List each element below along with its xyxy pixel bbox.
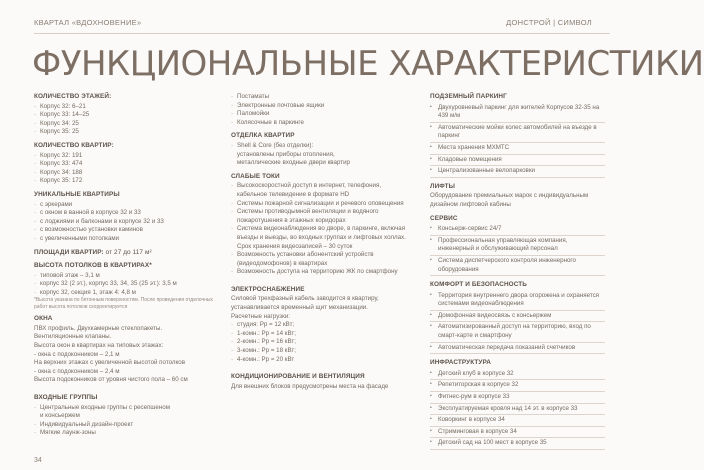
list-item: · с лоджиями и балконами в корпусе 32 и 33 (34, 218, 214, 227)
list-item: • Фитнес-рум в корпусе 33 (430, 392, 605, 404)
list-item: • Детский клуб в корпусе 32 (430, 369, 605, 381)
text-line: Высота окон в квартирах на типовых этажах: (34, 342, 164, 350)
text-line: На верхних этажах с увеличенной высотой потолков (34, 359, 186, 367)
project-name: КВАРТАЛ «ВДОХНОВЕНИЕ» (34, 18, 142, 27)
list-item: · Корпус 34: 188 (34, 169, 214, 178)
list-item: · 1-комн.: Рр = 14 кВт; (231, 330, 411, 339)
text-line: Силовой трехфазный кабель заводится в квартиру, устанавливается временный щит механизации. (231, 295, 379, 312)
list-item: • Автоматические мойки колес автомобилей на въезде в паркинг (430, 123, 605, 143)
list-item: • Двухуровневый паркинг для жителей Корпусов 32-35 на 439 м/м (430, 103, 605, 123)
list-item: • Система диспетчерского контроля инженерного оборудования (430, 256, 605, 276)
parking-heading: ПОДЗЕМНЫЙ ПАРКИНГ (430, 93, 507, 100)
list-item: • Места хранения МХМТС (430, 143, 605, 155)
list-item: · Индивидуальный дизайн-проект (34, 421, 214, 430)
ceiling-heading: ВЫСОТА ПОТОЛКОВ В КВАРТИРАХ* (34, 262, 152, 270)
text-line: Оборудование премиальных марок с индивидуальным дизайном лифтовой кабины (430, 192, 589, 208)
list-item: · Корпус 32: 6–21 (34, 103, 214, 112)
column-left (34, 93, 214, 438)
windows-heading: ОКНА (34, 315, 53, 323)
text-line: - окна с подоконником – 2,1 м (34, 350, 120, 358)
list-item: · студия: Рр = 12 кВт; (231, 321, 411, 330)
list-item: · Корпус 35: 172 (34, 177, 214, 186)
floors-heading: КОЛИЧЕСТВО ЭТАЖЕЙ: (34, 93, 112, 100)
power-heading: ЭЛЕКТРОСНАБЖЕНИЕ (231, 285, 305, 293)
list-item: · с возможностью установки каминов (34, 226, 214, 235)
list-item: • Профессиональная управляющая компания, инженерный и обслуживающий персонал (430, 236, 605, 256)
infrastructure-heading: ИНФРАСТРУКТУРА (430, 359, 491, 367)
page-header (34, 18, 592, 30)
list-item: · Корпус 35: 25 (34, 128, 214, 137)
list-item: · Электронные почтовые ящики (231, 102, 411, 111)
text-line: Высота подоконников от уровня чистого пола – 60 см (34, 376, 188, 384)
service-heading: СЕРВИС (430, 214, 458, 222)
list-item: • Централизованные велопарковки (430, 166, 605, 178)
list-item: • Консьерж-сервис 24/7 (430, 224, 605, 236)
list-item: • Автоматическая передача показаний счетчиков (430, 343, 605, 355)
list-item: · Корпус 33: 474 (34, 160, 214, 169)
list-item: · Системы пожарной сигнализации и речевого оповещения (231, 200, 411, 209)
ceiling-note: *Высота указана по бетонным поверхностям. После проведения отделочных работ высота потолков скорректируется (34, 297, 213, 310)
list-item: · Корпус 33: 14–25 (34, 111, 214, 120)
list-item: · 4-комн.: Рр = 20 кВт (231, 356, 411, 365)
list-item: · с эркерами (34, 201, 214, 210)
list-item: • Кладовые помещения (430, 155, 605, 167)
brand-name: ДОНСТРОЙ | СИМВОЛ (506, 18, 592, 27)
list-item: · Высокоскоростной доступ в интернет, телефония, кабельное телевидение в формате HD (231, 182, 411, 199)
comfort-heading: КОМФОРТ И БЕЗОПАСНОСТЬ (430, 281, 527, 289)
lifts-heading: ЛИФТЫ (430, 182, 455, 190)
list-item: • Автоматизированный доступ на территорию, вход по смарт-карте и смартфону (430, 322, 605, 342)
list-item: · Shell & Core (без отделки): (231, 142, 411, 151)
list-item: · Возможность доступа на территорию ЖК по смартфону (231, 268, 411, 277)
list-item: • Территория внутреннего двора огорожена и охраняется системами видеонаблюдения (430, 291, 605, 311)
list-item: и консьержем (40, 412, 80, 420)
list-item: • Домофонная видеосвязь с консьержем (430, 311, 605, 323)
list-item: • Стриминговая в корпусе 34 (430, 427, 605, 439)
list-item: • Детский сад на 100 мест в корпусе 35 (430, 438, 605, 450)
list-item: • Эксплуатируемая кровля над 14 эт. в корпусе 33 (430, 404, 605, 416)
page-number: 34 (34, 457, 42, 464)
list-item: · Системы противодымной вентиляции и водяного пожаротушения в этажных коридорах (231, 208, 411, 225)
column-middle (231, 93, 411, 391)
list-item: · Корпус 32: 191 (34, 152, 214, 161)
list-item: • Коворкинг в корпусе 34 (430, 415, 605, 427)
area-heading (34, 249, 214, 258)
text-line: ПВХ профиль. Двухкамерные стеклопакеты. (34, 324, 163, 332)
ac-heading: КОНДИЦИОНИРОВАНИЕ И ВЕНТИЛЯЦИЯ (231, 373, 365, 381)
header-divider (34, 33, 610, 34)
list-item: · Постаматы (231, 93, 411, 102)
list-item: · Корпус 34: 25 (34, 120, 214, 129)
text-line: Вентиляционные клапаны. (34, 333, 112, 341)
text-line: Для внешних блоков предусмотрены места на фасаде (231, 382, 389, 390)
list-item: · 2-комн.: Рр = 16 кВт; (231, 338, 411, 347)
list-item: · Колясочные в паркинге (231, 119, 411, 128)
text-line: - окна с подоконником – 2,4 м (34, 367, 120, 375)
text-line: Расчетные нагрузки: (231, 312, 291, 320)
list-item: · типовой этаж – 3,1 м (34, 272, 214, 281)
list-item: · с окном в ванной в корпусе 32 и 33 (34, 209, 214, 218)
text-line: металлические входные двери квартир (237, 159, 350, 167)
column-right (430, 93, 605, 450)
list-item: · Система видеонаблюдения во дворе, в паркинге, включая въезды и выезды, во входных группах и лифтовых холлах. Срок хранения видеозаписей – 30 суток (231, 225, 411, 251)
area-value: от 27 до 117 м² (105, 248, 152, 256)
entrance-heading: ВХОДНЫЕ ГРУППЫ (34, 394, 98, 402)
list-item: · с увеличенными потолками (34, 235, 214, 244)
area-label: ПЛОЩАДИ КВАРТИР: (34, 248, 104, 256)
list-item: · Центральные входные группы с ресепшеном (34, 404, 214, 413)
list-item: • Репетиторская в корпусе 32 (430, 380, 605, 392)
low-current-heading: СЛАБЫЕ ТОКИ (231, 172, 280, 180)
unique-heading: УНИКАЛЬНЫЕ КВАРТИРЫ (34, 190, 120, 198)
list-item: · корпус 32 (2 эт.), корпус 33, 34, 35 (25 эт.): 3,5 м (34, 280, 214, 289)
apartments-heading: КОЛИЧЕСТВО КВАРТИР: (34, 141, 114, 149)
list-item: · корпус 32, секция 1, этаж 4: 4,8 м (34, 289, 214, 298)
list-item: · Возможность установки абонентский устройств (видеодомофонов) в квартирах (231, 251, 411, 268)
text-line: установлены приборы отопления, (237, 150, 335, 158)
finishing-heading: ОТДЕЛКА КВАРТИР (231, 132, 295, 140)
list-item: · 3-комн.: Рр = 18 кВт; (231, 347, 411, 356)
page-title: ФУНКЦИОНАЛЬНЫЕ ХАРАКТЕРИСТИКИ (32, 44, 704, 84)
list-item: · Паломойки (231, 110, 411, 119)
list-item: · Мягкие лаунж-зоны (34, 429, 214, 438)
